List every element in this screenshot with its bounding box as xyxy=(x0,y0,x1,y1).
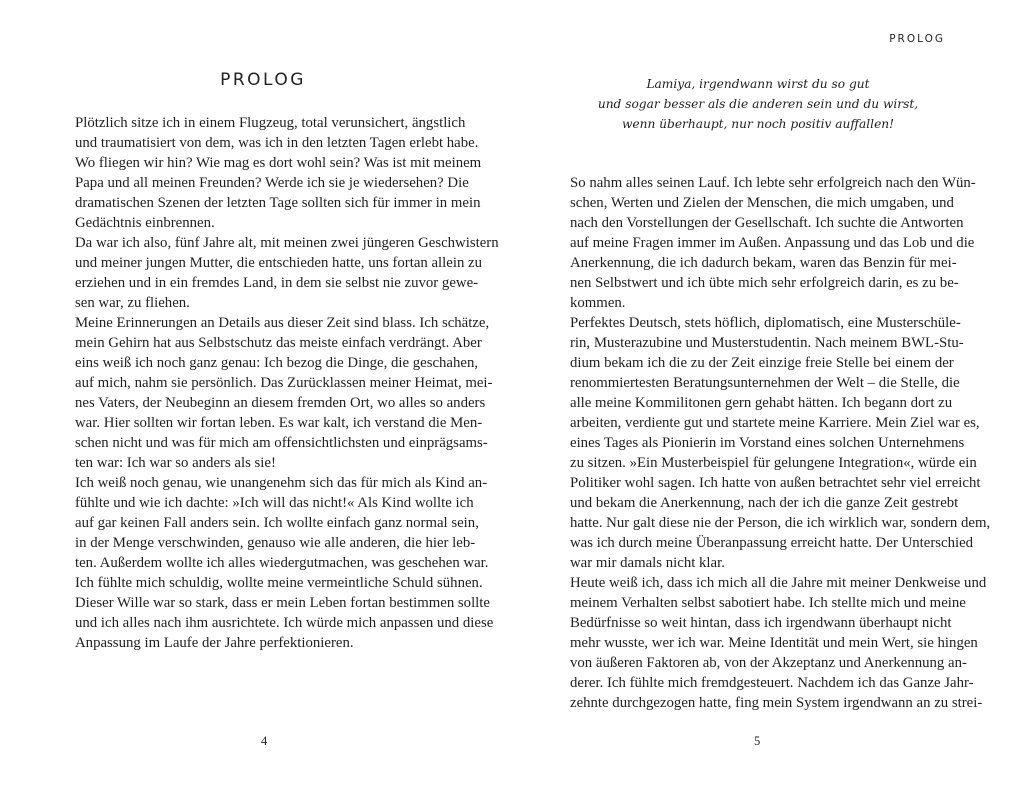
text-line: mein Gehirn hat aus Selbstschutz das meiste einfach verdrängt. Aber xyxy=(75,335,482,351)
text-line: Politiker wohl sagen. Ich hatte von außen betrachtet sehr viel erreicht xyxy=(570,475,981,491)
text-line: So nahm alles seinen Lauf. Ich lebte sehr erfolgreich nach den Wün- xyxy=(570,175,976,191)
text-line: Anpassung im Laufe der Jahre perfektionieren. xyxy=(75,635,354,651)
text-line: Lamiya, irgendwann wirst du so gut xyxy=(646,77,870,91)
text-line: Anerkennung, die ich dadurch bekam, waren das Benzin für mei- xyxy=(570,255,957,271)
text-line: hatte. Nur galt diese nie der Person, die ich wirklich war, sondern dem, xyxy=(570,515,991,531)
text-line: Gedächtnis einbrennen. xyxy=(75,215,215,231)
text-line: mehr wusste, wer ich war. Meine Identität und mein Wert, sie hingen xyxy=(570,635,978,651)
text-line: wenn überhaupt, nur noch positiv auffallen! xyxy=(621,117,895,131)
text-line: in der Menge verschwinden, genauso wie alle anderen, die hier leb- xyxy=(75,535,476,551)
text-line: und traumatisiert von dem, was ich in den letzten Tagen erlebt habe. xyxy=(75,135,479,151)
text-line: nes Vaters, der Neubeginn an diesem fremden Ort, wo alles so anders xyxy=(75,395,486,411)
text-line: auf mich, nahm sie persönlich. Das Zurücklassen meiner Heimat, mei- xyxy=(75,375,493,391)
text-line: und sogar besser als die anderen sein und du wirst, xyxy=(597,97,919,111)
text-line: war. Hier sollten wir fortan leben. Es war kalt, ich verstand die Men- xyxy=(75,415,483,431)
left-body-text xyxy=(75,113,499,653)
epigraph xyxy=(570,74,946,134)
text-line: auf gar keinen Fall anders sein. Ich wollte einfach ganz normal sein, xyxy=(75,515,479,531)
text-line: ten. Außerdem wollte ich alles wiedergutmachen, was geschehen war. xyxy=(75,555,489,571)
text-line: schen nicht und was für mich am offensichtlichsten und einprägsams- xyxy=(75,435,488,451)
text-line: Ich weiß noch genau, wie unangenehm sich das für mich als Kind an- xyxy=(75,475,488,491)
running-head: PROLOG xyxy=(889,33,945,45)
text-line: erziehen und in ein fremdes Land, in dem sie selbst nie zuvor gewe- xyxy=(75,275,479,291)
text-line: derer. Ich fühlte mich fremdgesteuert. Nachdem ich das Ganze Jahr- xyxy=(570,675,974,691)
text-line: dium bekam ich die zu der Zeit einzige freie Stelle bei einem der xyxy=(570,355,954,371)
text-line: meinem Verhalten selbst sabotiert habe. Ich stellte mich und meine xyxy=(570,595,966,611)
text-line: was ich durch meine Überanpassung erreicht hatte. Der Unterschied xyxy=(570,535,974,551)
page-number-right: 5 xyxy=(754,734,761,748)
text-line: fühlte und wie ich dachte: »Ich will das nicht!« Als Kind wollte ich xyxy=(75,495,474,511)
text-line: eins weiß ich noch ganz genau: Ich bezog die Dinge, die geschahen, xyxy=(75,355,479,371)
text-line: eines Tages als Pionierin im Vorstand eines solchen Unternehmens xyxy=(570,435,965,451)
text-line: Bedürfnisse so weit hintan, dass ich irgendwann überhaupt nicht xyxy=(570,615,952,631)
text-line: ten war: Ich war so anders als sie! xyxy=(75,455,276,471)
text-line: nach den Vorstellungen der Gesellschaft. Ich suchte die Antworten xyxy=(570,215,964,231)
text-line: und ich alles nach ihm ausrichtete. Ich würde mich anpassen und diese xyxy=(75,615,494,631)
text-line: zehnte durchgezogen hatte, fing mein System irgendwann an zu strei- xyxy=(570,695,983,711)
right-page xyxy=(510,0,1020,793)
text-line: kommen. xyxy=(570,295,626,311)
text-line: zu sitzen. »Ein Musterbeispiel für gelungene Integration«, würde ein xyxy=(570,455,977,471)
text-line: Meine Erinnerungen an Details aus dieser Zeit sind blass. Ich schätze, xyxy=(75,315,490,331)
text-line: sen war, zu fliehen. xyxy=(75,295,190,311)
text-line: von äußeren Faktoren ab, von der Akzeptanz und Anerkennung an- xyxy=(570,655,967,671)
text-line: und meiner jungen Mutter, die entschieden hatte, uns fortan allein zu xyxy=(75,255,483,271)
text-line: Plötzlich sitze ich in einem Flugzeug, total verunsichert, ängstlich xyxy=(75,115,466,131)
text-line: nen Selbstwert und ich übte mich sehr erfolgreich darin, es zu be- xyxy=(570,275,959,291)
text-line: arbeiten, verdiente gut und startete meine Karriere. Mein Ziel war es, xyxy=(570,415,980,431)
text-line: Da war ich also, fünf Jahre alt, mit meinen zwei jüngeren Geschwistern xyxy=(75,235,499,251)
right-body-text xyxy=(570,173,991,713)
text-line: Wo fliegen wir hin? Wie mag es dort wohl sein? Was ist mit meinem xyxy=(75,155,482,171)
text-line: alle meine Kommilitonen gern gehabt hätten. Ich begann dort zu xyxy=(570,395,953,411)
page-number-left: 4 xyxy=(261,734,268,748)
text-line: dramatischen Szenen der letzten Tage sollten sich für immer in mein xyxy=(75,195,481,211)
text-line: Papa und all meinen Freunden? Werde ich sie je wiedersehen? Die xyxy=(75,175,469,191)
text-line: Heute weiß ich, dass ich mich all die Jahre mit meiner Denkweise und xyxy=(570,575,987,591)
text-line: renommiertesten Beratungsunternehmen der Welt – die Stelle, die xyxy=(570,375,960,391)
text-line: rin, Musterazubine und Musterstudentin. Nach meinem BWL-Stu- xyxy=(570,335,964,351)
text-line: und bekam die Anerkennung, nach der ich die ganze Zeit gestrebt xyxy=(570,495,959,511)
text-line: Ich fühlte mich schuldig, wollte meine vermeintliche Schuld sühnen. xyxy=(75,575,483,591)
text-line: Perfektes Deutsch, stets höflich, diplomatisch, eine Musterschüle- xyxy=(570,315,961,331)
text-line: schen, Werten und Zielen der Menschen, die mich umgaben, und xyxy=(570,195,954,211)
text-line: Dieser Wille war so stark, dass er mein Leben fortan bestimmen sollte xyxy=(75,595,490,611)
text-line: war mir damals nicht klar. xyxy=(570,555,725,571)
chapter-title: PROLOG xyxy=(220,70,306,90)
text-line: auf meine Fragen immer im Außen. Anpassung und das Lob und die xyxy=(570,235,975,251)
